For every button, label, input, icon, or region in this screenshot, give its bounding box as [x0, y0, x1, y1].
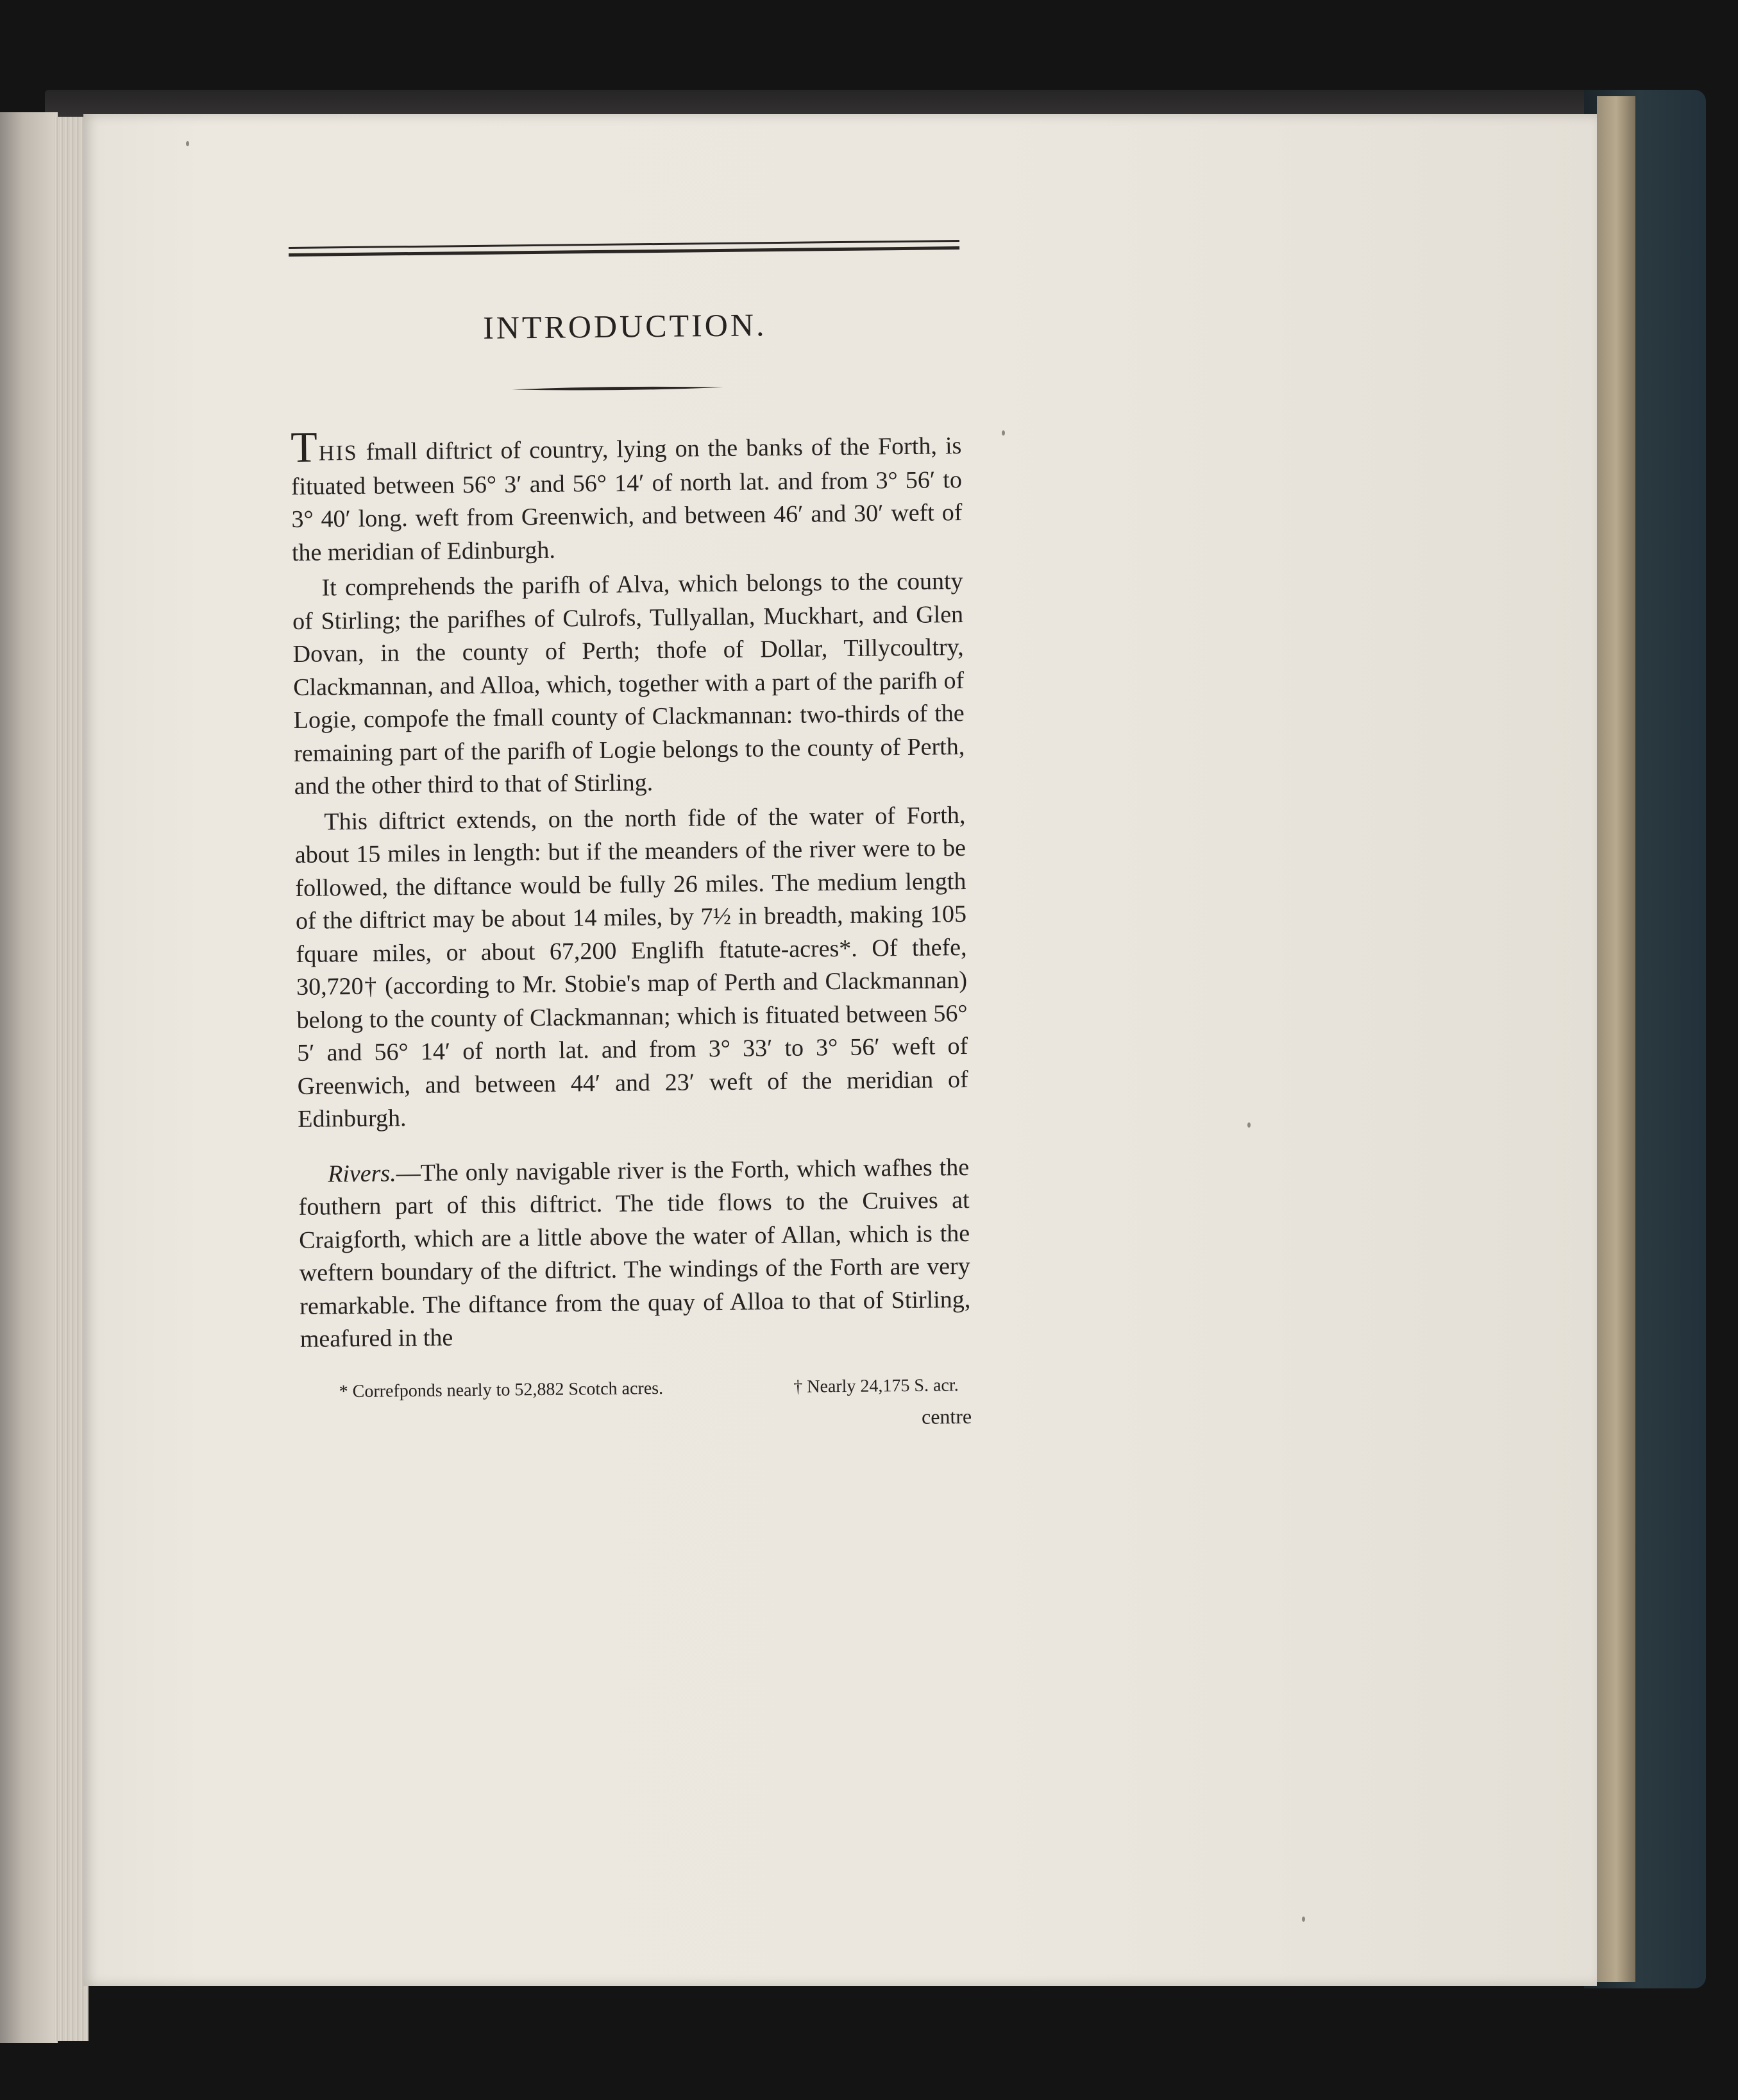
drop-cap: T	[290, 422, 318, 471]
footnote-2: † Nearly 24,175 S. acr.	[793, 1375, 959, 1397]
paper-speck	[1302, 1917, 1305, 1922]
side-heading: Rivers.	[327, 1159, 396, 1187]
facing-page-edge	[0, 112, 58, 2043]
paper-speck	[186, 141, 189, 146]
text-block	[289, 240, 995, 1530]
footnote-1: * Correfponds nearly to 52,882 Scotch acres.	[339, 1378, 664, 1401]
page-title: INTRODUCTION.	[482, 307, 767, 346]
paragraph-text: —The only navigable river is the Forth, which wafhes the fouthern part of this diftrict. The tide flows to the Cruives at Craigforth, which are a little above the water of Allan, which is the weftern boundary of the diftrict. The windings of the Forth are very remarkable. The diftance from the quay of Alloa to that of Stirling, meafured in the	[298, 1153, 971, 1353]
catchword: centre	[921, 1404, 972, 1428]
paragraph-2: It comprehends the parifh of Alva, which belongs to the county of Stirling; the parifhes of Culrofs, Tullyallan, Muckhart, and Glen Dovan, in the county of Perth; thofe of Dollar, Tillycoultry, Clackmannan, and Alloa, which, together with a part of the parifh of Logie, compofe the fmall county of Clackmannan: two-thirds of the remaining part of the parifh of Logie belongs to the county of Perth, and the other third to that of Stirling.	[292, 568, 965, 800]
paragraph-rivers	[298, 1151, 971, 1356]
paper-speck	[1002, 430, 1005, 436]
paper-speck	[1247, 1122, 1251, 1128]
body-text	[290, 422, 972, 1435]
book-cover-edge	[1597, 96, 1635, 1982]
ornamental-rule	[512, 385, 723, 392]
paragraph-3: This diftrict extends, on the north fide of the water of Forth, about 15 miles in length: but if the meanders of the river were to be followed, the diftance would be fully 26 miles. The medium length of the diftrict may be about 14 miles, by 7½ in breadth, making 105 fquare miles, or about 67,200 Englifh ftatute-acres*. Of thefe, 30,720† (according to Mr. Stobie's map of Perth and Clackmannan) belong to the county of Clackmannan; which is fituated between 56° 5′ and 56° 14′ of north lat. and from 3° 33′ to 3° 56′ weft of Greenwich, and between 44′ and 23′ weft of the meridian of Edinburgh.	[294, 801, 968, 1133]
lead-word: HIS	[318, 441, 358, 466]
paragraph-text: fmall diftrict of country, lying on the banks of the Forth, is fituated between 56° 3′ and 56° 14′ of north lat. and from 3° 56′ to 3° 40′ long. weft from Greenwich, and between 46′ and 30′ weft of the meridian of Edinburgh.	[291, 432, 963, 566]
paragraph-1	[290, 422, 963, 570]
footnotes	[300, 1372, 971, 1405]
